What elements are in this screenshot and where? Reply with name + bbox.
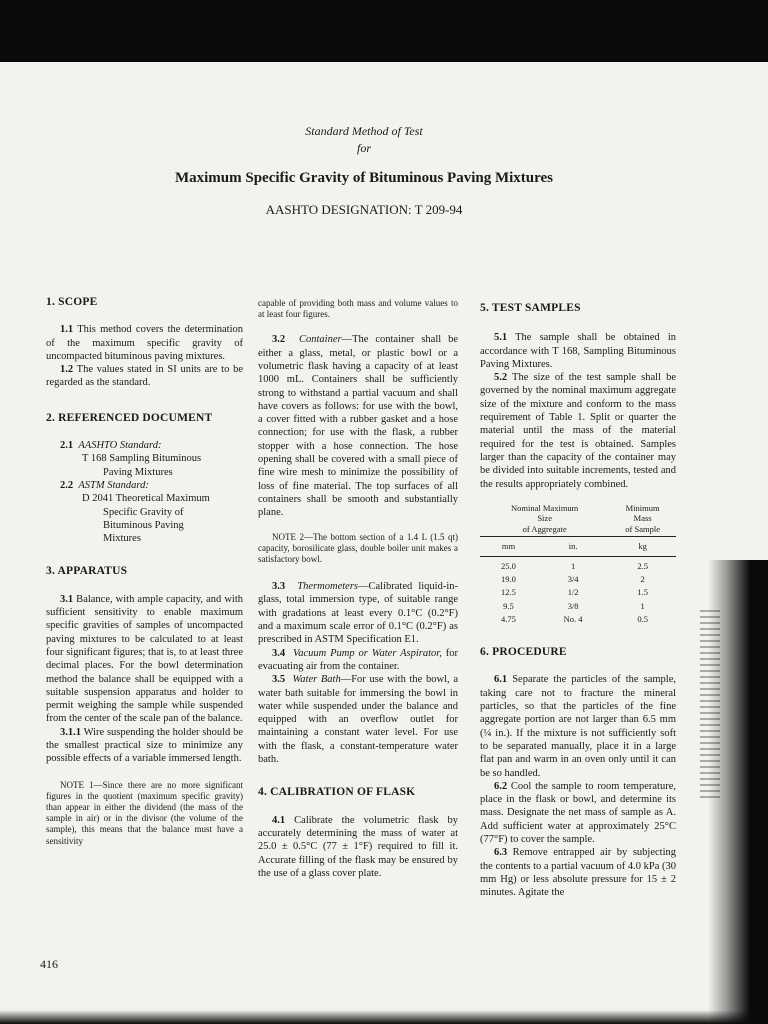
table-cell-kg: 0.5 bbox=[637, 613, 648, 624]
table-cell-kg: 2 bbox=[640, 573, 645, 584]
table-header-nominal-size: Nominal Maximum Size of Aggregate bbox=[480, 503, 609, 537]
table-unit-kg: kg bbox=[609, 537, 676, 556]
table-cell-in: 3/4 bbox=[567, 573, 579, 584]
paragraph-6-2: 6.2 Cool the sample to room temperature, place in the flask or bowl, and determine its mass. Designate the net mass of sample as A. Add sufficient water at approximately 25°C (77°F) to cover the sample. bbox=[480, 780, 676, 845]
table-row bbox=[480, 556, 676, 573]
table-cell-mm: 12.5 bbox=[501, 587, 516, 598]
paragraph-4-1: 4.1 Calibrate the volumetric flask by accurately determining the mass of water at 25.0 ± 0.5°C (77 ± 1°F) required to fill it. Accurate filling of the flask may be ensured by the use of a glass cover plate. bbox=[258, 814, 458, 879]
table-header-minimum-mass: Minimum Mass of Sample bbox=[609, 503, 676, 537]
paragraph-3-4: 3.4 Vacuum Pump or Water Aspirator, for evacuating air from the container. bbox=[258, 647, 459, 672]
paragraph-6-3: 6.3 Remove entrapped air by subjecting the contents to a partial vacuum of 4.0 kPa (30 mm Hg) or less absolute pressure for 15 ± 2 minutes. Agitate the bbox=[480, 847, 676, 899]
paragraph-3-1: 3.1 Balance, with ample capacity, and with sufficient sensitivity to enable maximum specific gravities of samples of uncompacted paving mixtures to be calculated to at least four significant figures; that is, to at least three decimal places. For the bowl determination method the balance shall be equipped with a suitable suspension apparatus and holder to permit weighing the sample while suspended from the center of the scale pan of the balance. bbox=[46, 593, 243, 725]
section-heading-scope: 1. SCOPE bbox=[46, 296, 98, 308]
document-designation: AASHTO DESIGNATION: T 209-94 bbox=[265, 202, 463, 217]
page-number: 416 bbox=[40, 957, 58, 971]
table-cell-mm: 9.5 bbox=[503, 600, 514, 611]
note-1: NOTE 1—Since there are no more significant figures in the quotient (maximum specific gravity) than appear in either the dividend (the mass of the sample in air) or in the divisor (the volume of the sample), this means that the balance must have a sensitivity bbox=[46, 779, 243, 846]
paragraph-1-1: 1.1 This method covers the determination of the maximum specific gravity of uncompacted bituminous paving mixtures. bbox=[46, 324, 243, 362]
reference-2-2: 2.2 ASTM Standard: D 2041 Theoretical Maximum Specific Gravity of Bituminous Paving Mixtures bbox=[60, 479, 210, 545]
table-row bbox=[480, 586, 676, 599]
table-cell-mm: 4.75 bbox=[501, 613, 516, 624]
section-heading-calibration: 4. CALIBRATION OF FLASK bbox=[258, 786, 416, 799]
section-heading-referenced-document: 2. REFERENCED DOCUMENT bbox=[46, 411, 213, 424]
paragraph-5-1: 5.1 The sample shall be obtained in accordance with T 168, Sampling Bituminous Paving Mixtures. bbox=[480, 332, 676, 370]
table-cell-kg: 1 bbox=[640, 600, 645, 611]
aggregate-size-table bbox=[480, 503, 676, 626]
section-heading-apparatus: 3. APPARATUS bbox=[46, 565, 128, 578]
header-standard-line: Standard Method of Test bbox=[305, 124, 423, 138]
scan-top-border bbox=[0, 0, 768, 62]
reference-2-1: 2.1 AASHTO Standard: T 168 Sampling Bituminous Paving Mixtures bbox=[60, 440, 202, 478]
table-row bbox=[480, 573, 676, 586]
table-units-row bbox=[480, 537, 676, 556]
paragraph-3-2: 3.2 Container—The container shall be either a glass, metal, or plastic bowl or a volumetric flask having a capacity of at least 1000 mL. Containers shall be sufficiently strong to withstand a partial vacuum and shall have covers as follows: for use with the bowl, a cover fitted with a rubber gasket and a hose connection; for use with the flask, a rubber stopper with a hose connection. The hose opening shall be covered with a small piece of fine wire mesh to minimize the possibility of loss of fine material. The top surfaces of all containers shall be smooth and substantially plane. bbox=[258, 334, 458, 519]
scan-edge-speckle bbox=[700, 610, 720, 800]
table-cell-in: 1 bbox=[571, 560, 576, 571]
table-row bbox=[480, 613, 676, 626]
paragraph-3-5: 3.5 Water Bath—For use with the bowl, a water bath suitable for immersing the bowl in water while suspended under the balance and equipped with an overflow outlet for maintaining a constant water level. For use with the flask, a constant-temperature water bath. bbox=[258, 674, 458, 766]
table-unit-in: in. bbox=[537, 537, 609, 556]
note-2: NOTE 2—The bottom section of a 1.4 L (1.5 qt) capacity, borosilicate glass, double boiler unit makes a satisfactory bowl. bbox=[258, 531, 458, 564]
table-unit-mm: mm bbox=[480, 537, 537, 556]
table-header-row bbox=[480, 503, 676, 537]
table-cell-kg: 2.5 bbox=[637, 560, 648, 571]
section-heading-procedure: 6. PROCEDURE bbox=[480, 646, 567, 659]
paragraph-3-1-1: 3.1.1 Wire suspending the holder should be the smallest practical size to minimize any possible effects of a variable immersed length. bbox=[46, 726, 243, 765]
table-cell-kg: 1.5 bbox=[637, 587, 648, 598]
document-title: Maximum Specific Gravity of Bituminous Paving Mixtures bbox=[174, 170, 554, 186]
paragraph-5-2: 5.2 The size of the test sample shall be governed by the nominal maximum aggregate size of the mixture and conform to the mass requirement of Table 1. Split or quarter the material until the mass of the material required for the test is obtained. Samples larger than the capacity of the container may be divided into suitable increments, tested and the results appropriately combined. bbox=[480, 372, 676, 490]
column-left bbox=[46, 296, 243, 847]
header-for-line: for bbox=[356, 141, 371, 155]
table-cell-mm: 25.0 bbox=[501, 560, 516, 571]
column-right bbox=[480, 302, 676, 899]
section-heading-test-samples: 5. TEST SAMPLES bbox=[480, 302, 581, 314]
table-cell-in: 1/2 bbox=[567, 587, 579, 598]
scan-bottom-edge bbox=[0, 1010, 768, 1024]
table-cell-in: No. 4 bbox=[563, 613, 583, 624]
table-row bbox=[480, 600, 676, 613]
column-middle bbox=[258, 298, 458, 880]
table-cell-mm: 19.0 bbox=[501, 573, 516, 584]
paragraph-3-3: 3.3 Thermometers—Calibrated liquid-in-glass, total immersion type, of suitable range with gradations at least every 0.1°C (0.2°F) and a maximum scale error of 0.1°C (0.2°F) as prescribed in ASTM Specification E1. bbox=[258, 581, 458, 646]
paragraph-1-2: 1.2 The values stated in SI units are to be regarded as the standard. bbox=[46, 364, 243, 389]
paragraph-3-1-continued: capable of providing both mass and volume values to at least four figures. bbox=[258, 298, 458, 320]
paragraph-6-1: 6.1 Separate the particles of the sample, taking care not to fracture the mineral particles, so that the particles of the fine aggregate portion are not larger than 6.5 mm (¼ in.). If the mixture is not sufficiently soft to be separated manually, place it in a large flat pan and warm in an oven only until it can be so handled. bbox=[480, 674, 676, 779]
table-cell-in: 3/8 bbox=[567, 600, 579, 611]
